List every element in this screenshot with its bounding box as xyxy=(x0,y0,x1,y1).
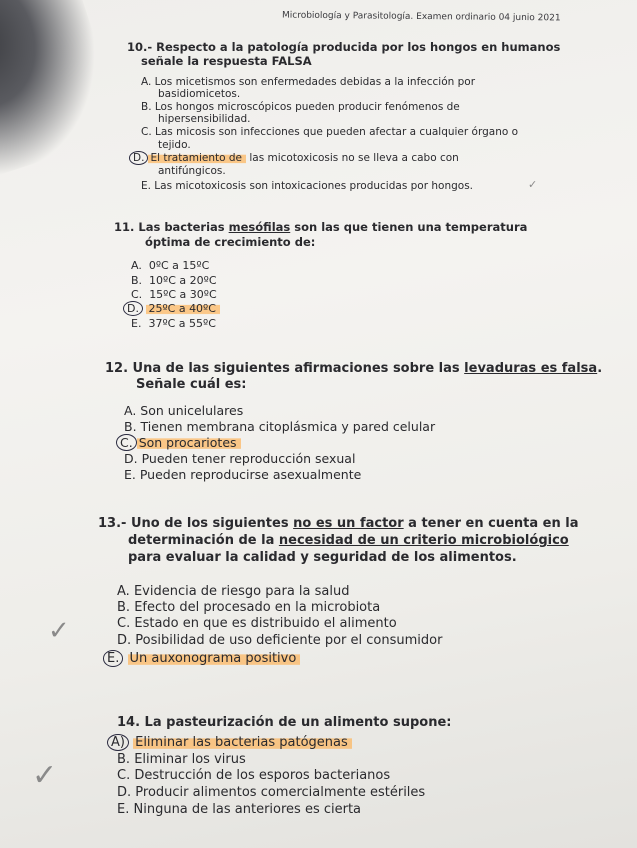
option-letter: C. xyxy=(117,616,131,631)
q11-option-d xyxy=(127,302,220,315)
answer-highlight: 25ºC a 40ºC xyxy=(146,302,219,315)
option-letter: E. xyxy=(124,467,136,482)
q10-option-a-cont: basidiomicetos. xyxy=(158,88,241,100)
q10-option-c: C. Las micosis son infecciones que pueden afectar a cualquier órgano o xyxy=(141,126,519,138)
q14-option-c xyxy=(117,768,390,783)
option-text: Tienen membrana citoplásmica y pared celular xyxy=(140,419,436,434)
q13-title-underlined: necesidad de un criterio microbiológico xyxy=(278,533,569,548)
answer-highlight: Eliminar las bacterias patógenas xyxy=(133,735,352,750)
q13-title-line2 xyxy=(128,533,569,548)
q11-option-a xyxy=(131,259,209,272)
q12-title-line2: Señale cuál es: xyxy=(136,377,247,392)
option-letter: B. xyxy=(117,600,131,615)
option-letter: D. xyxy=(117,785,132,800)
option-text: Producir alimentos comercialmente estériles xyxy=(135,785,426,800)
q14-option-e xyxy=(117,802,361,817)
q10-option-c-cont: tejido. xyxy=(158,139,191,151)
option-letter: C. xyxy=(117,768,131,783)
q12-title-underlined: levaduras es falsa xyxy=(464,361,598,376)
pencil-check-icon: ✓ xyxy=(528,178,538,191)
q13-option-e xyxy=(107,651,300,666)
answer-circle: C. xyxy=(116,434,137,451)
q12-title-part-end: . xyxy=(597,361,603,376)
q13-option-c xyxy=(117,616,397,631)
option-text: 15ºC a 30ºC xyxy=(149,288,217,301)
option-letter: D. xyxy=(124,451,138,466)
pencil-check-icon: ✓ xyxy=(32,758,58,793)
q11-title-part-end: son las que tienen una temperatura xyxy=(290,220,528,234)
q14-option-b xyxy=(117,752,246,767)
q12-option-a xyxy=(124,403,243,418)
q10-option-d-cont: antifúngicos. xyxy=(158,165,226,177)
q10-option-d-rest: las micotoxicosis no se lleva a cabo con xyxy=(246,152,459,164)
q11-title-part: 11. Las bacterias xyxy=(114,220,229,234)
q13-option-a xyxy=(117,584,349,599)
q14-title: 14. La pasteurización de un alimento supone: xyxy=(117,715,452,730)
option-text: Efecto del procesado en la microbiota xyxy=(134,600,381,615)
q10-title-line2: señale la respuesta FALSA xyxy=(141,54,312,68)
option-text: Pueden reproducirse asexualmente xyxy=(139,467,362,482)
q10-option-b: B. Los hongos microscópicos pueden producir fenómenos de xyxy=(141,101,460,113)
q13-title-part-end: a tener en cuenta en la xyxy=(403,516,579,531)
q13-title-line1 xyxy=(98,516,578,531)
option-letter: C. xyxy=(131,288,143,301)
option-text: Posibilidad de uso deficiente por el consumidor xyxy=(135,633,443,648)
option-letter: A. xyxy=(117,584,130,599)
option-text: Ninguna de las anteriores es cierta xyxy=(133,802,362,817)
exam-header: Microbiología y Parasitología. Examen ordinario 04 junio 2021 xyxy=(281,10,561,24)
q10-option-e: E. Las micotoxicosis son intoxicaciones producidas por hongos. xyxy=(141,180,474,192)
q12-title-line1 xyxy=(105,361,602,376)
option-letter: B. xyxy=(117,752,131,767)
option-letter: E. xyxy=(131,317,142,330)
option-letter: B. xyxy=(131,274,143,287)
option-text: Evidencia de riesgo para la salud xyxy=(133,584,350,599)
q11-option-b xyxy=(131,274,217,287)
option-text: 37ºC a 55ºC xyxy=(148,317,216,330)
q13-title-part: 13.- Uno de los siguientes xyxy=(98,516,294,531)
q12-option-d xyxy=(124,451,355,466)
q13-option-b xyxy=(117,600,380,615)
q14-option-a xyxy=(111,735,352,750)
q11-option-e xyxy=(131,317,216,330)
option-letter: A. xyxy=(131,259,142,272)
pencil-check-icon: ✓ xyxy=(48,616,70,646)
option-letter: A. xyxy=(124,403,137,418)
answer-highlight: Son procariotes xyxy=(137,435,241,450)
q14-option-d xyxy=(117,785,425,800)
q12-option-e xyxy=(124,467,361,482)
option-text: Destrucción de los esporos bacterianos xyxy=(134,768,391,783)
q10-option-b-cont: hipersensibilidad. xyxy=(158,113,251,125)
q12-title-part: 12. Una de las siguientes afirmaciones sobre las xyxy=(105,361,465,376)
option-text: Estado en que es distribuido el alimento xyxy=(134,616,397,631)
corner-shadow xyxy=(0,0,126,177)
q11-option-c xyxy=(131,288,217,301)
option-text: 10ºC a 20ºC xyxy=(149,274,217,287)
q11-title-underlined: mesófilas xyxy=(228,220,291,234)
option-text: Eliminar los virus xyxy=(134,752,246,767)
q10-option-d xyxy=(133,152,459,164)
answer-circle: E. xyxy=(103,650,123,667)
q11-title-line1 xyxy=(114,220,527,234)
q10-title-line1: 10.- Respecto a la patología producida por los hongos en humanos xyxy=(127,40,561,54)
q11-title-line2: óptima de crecimiento de: xyxy=(145,235,316,249)
q13-title-part: determinación de la xyxy=(128,533,279,548)
answer-circle: D. xyxy=(129,151,148,165)
q10-option-a: A. Los micetismos son enfermedades debidas a la infección por xyxy=(141,76,476,88)
option-letter: E. xyxy=(117,802,130,817)
q12-option-c xyxy=(120,435,241,450)
answer-highlight: El tratamiento de xyxy=(148,152,246,164)
q13-option-d xyxy=(117,633,442,648)
option-text: Pueden tener reproducción sexual xyxy=(141,451,356,466)
option-letter: D. xyxy=(117,633,132,648)
q12-option-b xyxy=(124,419,435,434)
q13-title-line3: para evaluar la calidad y seguridad de los alimentos. xyxy=(128,550,517,565)
answer-circle: D. xyxy=(123,301,143,316)
answer-circle: A) xyxy=(107,734,129,751)
option-letter: B. xyxy=(124,419,137,434)
option-text: Son unicelulares xyxy=(140,403,244,418)
q13-title-underlined: no es un factor xyxy=(293,516,404,531)
option-text: 0ºC a 15ºC xyxy=(148,259,210,272)
answer-highlight: Un auxonograma positivo xyxy=(128,651,301,666)
